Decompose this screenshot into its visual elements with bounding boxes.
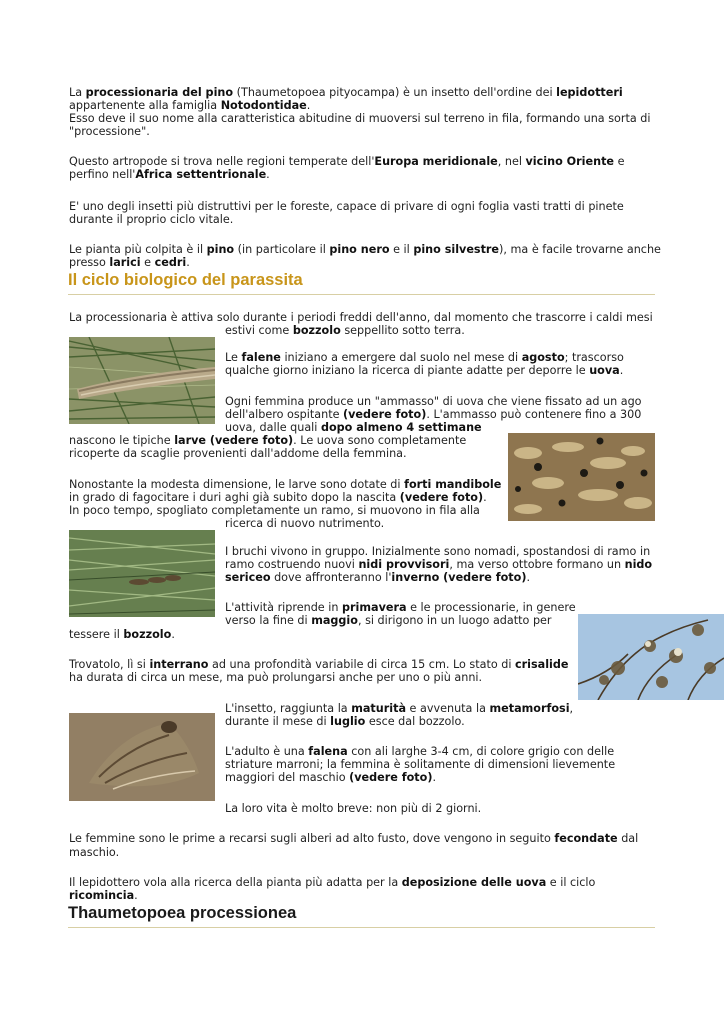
text-line: L'adulto è una falena con ali larghe 3-4 cm, di colore grigio con delle bbox=[225, 745, 615, 758]
text-line: Esso deve il suo nome alla caratteristica abitudine di muoversi sul terreno in fila, formando una sorta di bbox=[69, 112, 651, 125]
egg-mass-photo bbox=[69, 337, 215, 424]
text-line: "processione". bbox=[69, 125, 150, 138]
text-line: striature marroni; la femmina è solitamente di dimensioni lievemente bbox=[225, 758, 616, 771]
text-line: E' uno degli insetti più distruttivi per le foreste, capace di privare di ogni foglia vasti tratti di pinete bbox=[69, 200, 624, 213]
text-line: Nonostante la modesta dimensione, le larve sono dotate di forti mandibole bbox=[69, 478, 502, 491]
text-line: durante il proprio ciclo vitale. bbox=[69, 213, 234, 226]
text-line: In poco tempo, spogliato completamente un ramo, si muovono in fila alla bbox=[69, 504, 480, 517]
text-line: tessere il bozzolo. bbox=[69, 628, 175, 641]
section-heading-processionea: Thaumetopoea processionea bbox=[68, 904, 297, 922]
larvae-photo bbox=[508, 433, 655, 521]
text-line: ricerca di nuovo nutrimento. bbox=[225, 517, 385, 530]
text-line: Le pianta più colpita è il pino (in particolare il pino nero e il pino silvestre), ma è facile trovarne anche bbox=[69, 243, 661, 256]
text-line: durante il mese di luglio esce dal bozzolo. bbox=[225, 715, 465, 728]
text-line: ha durata di circa un mese, ma può prolungarsi anche per uno o più anni. bbox=[69, 671, 483, 684]
text-line: Questo artropode si trova nelle regioni temperate dell'Europa meridionale, nel vicino Oriente e bbox=[69, 155, 625, 168]
text-line: L'insetto, raggiunta la maturità e avvenuta la metamorfosi, bbox=[225, 702, 574, 715]
caterpillars-on-pine-photo bbox=[69, 530, 215, 617]
text-line: I bruchi vivono in gruppo. Inizialmente sono nomadi, spostandosi di ramo in bbox=[225, 545, 651, 558]
text-line: perfino nell'Africa settentrionale. bbox=[69, 168, 270, 181]
text-line: in grado di fagocitare i duri aghi già subito dopo la nascita (vedere foto). bbox=[69, 491, 487, 504]
text-line: maschio. bbox=[69, 846, 120, 859]
text-line: Le femmine sono le prime a recarsi sugli alberi ad alto fusto, dove vengono in seguito fecondate dal bbox=[69, 832, 639, 845]
text-line: sericeo dove affronteranno l'inverno (vedere foto). bbox=[225, 571, 531, 584]
adult-moth-photo bbox=[69, 713, 215, 801]
text-line: Le falene iniziano a emergere dal suolo nel mese di agosto; trascorso bbox=[225, 351, 624, 364]
winter-nest-tree-photo bbox=[578, 614, 724, 700]
text-line: appartenente alla famiglia Notodontidae. bbox=[69, 99, 311, 112]
text-line: nascono le tipiche larve (vedere foto). Le uova sono completamente bbox=[69, 434, 467, 447]
text-line: ramo costruendo nuovi nidi provvisori, ma verso ottobre formano un nido bbox=[225, 558, 653, 571]
text-line: estivi come bozzolo seppellito sotto terra. bbox=[225, 324, 465, 337]
text-line: verso la fine di maggio, si dirigono in un luogo adatto per bbox=[225, 614, 552, 627]
section-divider bbox=[68, 294, 655, 295]
text-line: presso larici e cedri. bbox=[69, 256, 190, 269]
section-divider bbox=[68, 927, 655, 928]
text-line: L'attività riprende in primavera e le processionarie, in genere bbox=[225, 601, 576, 614]
text-line: qualche giorno iniziano la ricerca di piante adatte per deporre le uova. bbox=[225, 364, 624, 377]
text-line: Ogni femmina produce un "ammasso" di uova che viene fissato ad un ago bbox=[225, 395, 642, 408]
text-line: Trovatolo, lì si interrano ad una profondità variabile di circa 15 cm. Lo stato di crisalide bbox=[69, 658, 569, 671]
section-heading-ciclo: Il ciclo biologico del parassita bbox=[68, 271, 303, 289]
text-line: La loro vita è molto breve: non più di 2 giorni. bbox=[225, 802, 482, 815]
text-line: ricoperte da scaglie provenienti dall'addome della femmina. bbox=[69, 447, 407, 460]
text-line: Il lepidottero vola alla ricerca della pianta più adatta per la deposizione delle uova e il ciclo bbox=[69, 876, 596, 889]
text-line: uova, dalle quali dopo almeno 4 settimane bbox=[225, 421, 482, 434]
text-line: ricomincia. bbox=[69, 889, 138, 902]
text-line: La processionaria è attiva solo durante i periodi freddi dell'anno, dal momento che trascorre i caldi mesi bbox=[69, 311, 653, 324]
text-line: dell'albero ospitante (vedere foto). L'ammasso può contenere fino a 300 bbox=[225, 408, 642, 421]
text-line: maggiori del maschio (vedere foto). bbox=[225, 771, 437, 784]
text-line: La processionaria del pino (Thaumetopoea pityocampa) è un insetto dell'ordine dei lepidotteri bbox=[69, 86, 623, 99]
